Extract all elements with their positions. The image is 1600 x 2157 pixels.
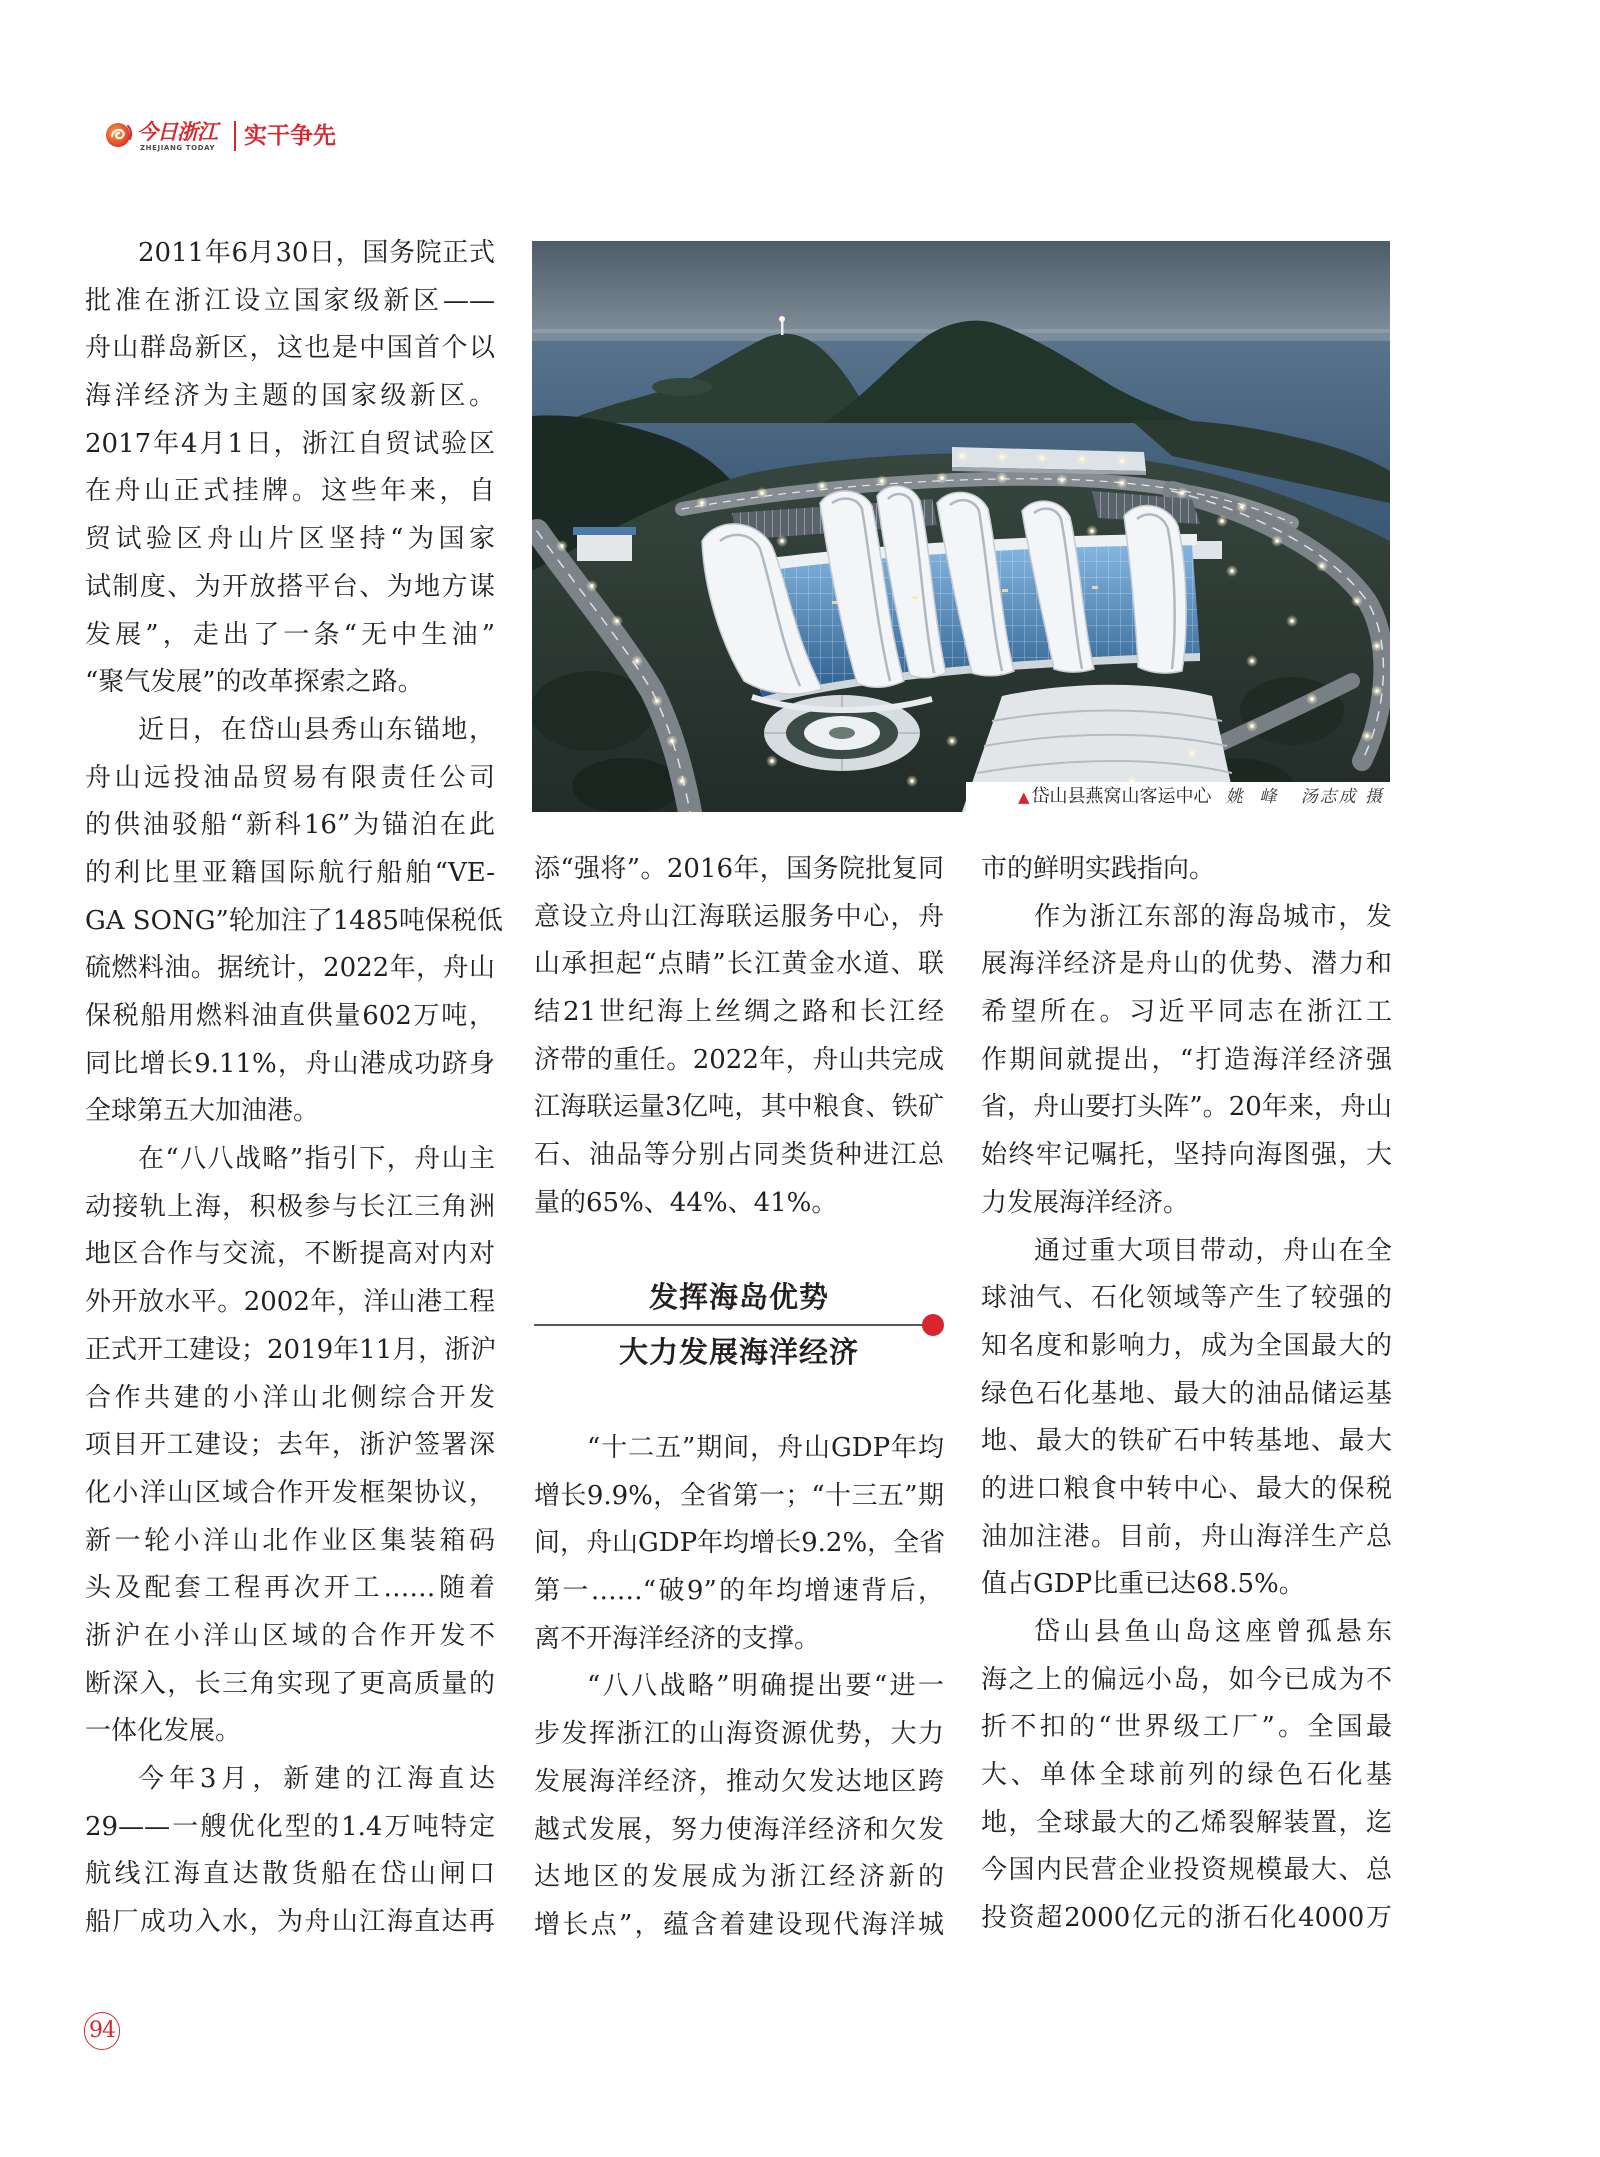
text-line: 保税船用燃料油直供量602万吨， — [85, 1001, 495, 1031]
paragraph — [981, 1228, 1392, 1610]
sun-swirl-logo-icon — [104, 120, 134, 150]
section-heading-line-2: 大力发展海洋经济 — [618, 1335, 859, 1369]
text-line: 试制度、为开放搭平台、为地方谋 — [85, 571, 495, 602]
text-line: 发展海洋经济，推动欠发达地区跨 — [534, 1766, 944, 1797]
text-line: 增长点”，蕴含着建设现代海洋城 — [534, 1909, 944, 1940]
text-line: 贸试验区舟山片区坚持“为国家 — [85, 524, 495, 555]
text-line: 大、单体全球前列的绿色石化基 — [981, 1760, 1392, 1791]
text-line: 结21世纪海上丝绸之路和长江经 — [534, 997, 944, 1028]
text-line: 第一……“破9”的年均增速背后， — [534, 1576, 944, 1607]
article-column-right — [981, 846, 1392, 1943]
text-line: 29——一艘优化型的1.4万吨特定 — [85, 1811, 495, 1842]
text-line: 绿色石化基地、最大的油品储运基 — [981, 1378, 1392, 1409]
paragraph — [981, 846, 1392, 894]
terminal-photo — [532, 241, 1390, 812]
text-line: 地区合作与交流，不断提高对内对 — [85, 1239, 495, 1270]
text-line: 近日，在岱山县秀山东锚地， — [138, 714, 495, 745]
text-line: 批准在浙江设立国家级新区—— — [85, 285, 495, 316]
text-line: 岱山县鱼山岛这座曾孤悬东 — [1034, 1617, 1392, 1647]
photo-credit: 姚 峰 汤志成 摄 — [1225, 787, 1384, 807]
text-line: 发展”，走出了一条“无中生油” — [85, 619, 495, 650]
text-line: 地，全球最大的乙烯裂解装置，迄 — [981, 1807, 1392, 1838]
text-line: 海之上的偏远小岛，如今已成为不 — [981, 1664, 1392, 1695]
text-line: 市的鲜明实践指向。 — [981, 854, 1216, 884]
text-line: 展海洋经济是舟山的优势、潜力和 — [981, 949, 1392, 980]
masthead-divider — [234, 121, 236, 151]
text-line: 的利比里亚籍国际航行船舶“VE- — [85, 857, 495, 888]
text-line: 在“八八战略”指引下，舟山主 — [138, 1144, 495, 1175]
caption-triangle-icon: ▲ — [1018, 788, 1030, 806]
text-line: 航线江海直达散货船在岱山闸口 — [85, 1859, 495, 1890]
text-line: “十二五”期间，舟山GDP年均 — [587, 1433, 944, 1463]
text-line: 今国内民营企业投资规模最大、总 — [981, 1855, 1392, 1886]
paragraph — [85, 1136, 495, 1756]
text-line: 作为浙江东部的海岛城市，发 — [1034, 901, 1392, 932]
text-line: 动接轨上海，积极参与长江三角洲 — [85, 1191, 495, 1222]
text-line: 增长9.9%，全省第一；“十三五”期 — [534, 1480, 944, 1511]
text-line: 2017年4月1日，浙江自贸试验区 — [85, 428, 495, 459]
text-line: 化小洋山区域合作开发框架协议， — [85, 1477, 495, 1508]
text-line: 合作共建的小洋山北侧综合开发 — [85, 1382, 495, 1413]
text-line: 油加注港。目前，舟山海洋生产总 — [981, 1521, 1392, 1552]
paragraph — [85, 707, 503, 1136]
paragraph — [981, 1609, 1392, 1943]
page-number: 94 — [84, 2012, 120, 2050]
text-line: 投资超2000亿元的浙石化4000万 — [981, 1903, 1392, 1934]
text-line: 新一轮小洋山北作业区集装箱码 — [85, 1525, 495, 1556]
caption-title: 岱山县燕窝山客运中心 — [1031, 786, 1212, 807]
text-line: 江海联运量3亿吨，其中粮食、铁矿 — [534, 1092, 944, 1123]
text-line: 作期间就提出，“打造海洋经济强 — [981, 1044, 1392, 1075]
text-line: 步发挥浙江的山海资源优势，大力 — [534, 1719, 944, 1750]
text-line: 球油气、石化领域等产生了较强的 — [981, 1283, 1392, 1314]
section-heading-rule — [534, 1324, 924, 1326]
text-line: 的进口粮食中转中心、最大的保税 — [981, 1473, 1392, 1504]
text-line: 船厂成功入水，为舟山江海直达再 — [85, 1907, 495, 1938]
text-line: 省，舟山要打头阵”。20年来，舟山 — [981, 1092, 1392, 1123]
brand-name-english: ZHEJIANG TODAY — [140, 144, 216, 152]
text-line: 头及配套工程再次开工……随着 — [85, 1573, 495, 1604]
text-line: 希望所在。习近平同志在浙江工 — [981, 997, 1392, 1028]
text-line: GA SONG”轮加注了1485吨保税低 — [85, 905, 503, 936]
paragraph — [981, 894, 1392, 1228]
text-line: 量的65%、44%、41%。 — [534, 1187, 838, 1218]
text-line: 浙沪在小洋山区域的合作开发不 — [85, 1620, 495, 1651]
text-line: 间，舟山GDP年均增长9.2%，全省 — [534, 1528, 946, 1559]
text-line: 同比增长9.11%，舟山港成功跻身 — [85, 1048, 495, 1079]
text-line: 断深入，长三角实现了更高质量的 — [85, 1668, 495, 1699]
text-line: 知名度和影响力，成为全国最大的 — [981, 1330, 1392, 1361]
text-line: 石、油品等分别占同类货种进江总 — [534, 1140, 944, 1171]
text-line: 项目开工建设；去年，浙沪签署深 — [85, 1430, 495, 1461]
paragraph — [85, 1756, 495, 1947]
text-line: 始终牢记嘱托，坚持向海图强，大 — [981, 1140, 1392, 1171]
text-line: 的供油驳船“新科16”为锚泊在此 — [85, 810, 495, 841]
masthead — [104, 116, 364, 156]
brand-name: 今日浙江 — [137, 119, 217, 144]
text-line: “聚气发展”的改革探索之路。 — [85, 667, 424, 698]
text-line: 通过重大项目带动，舟山在全 — [1034, 1235, 1392, 1266]
text-line: 舟山远投油品贸易有限责任公司 — [85, 762, 495, 793]
paragraph — [534, 1425, 944, 1663]
text-line: 山承担起“点睛”长江黄金水道、联 — [534, 949, 944, 980]
text-line: 一体化发展。 — [85, 1716, 242, 1747]
text-line: 正式开工建设；2019年11月，浙沪 — [85, 1334, 497, 1365]
text-line: 折不扣的“世界级工厂”。全国最 — [981, 1712, 1392, 1743]
text-line: 力发展海洋经济。 — [981, 1187, 1190, 1218]
article-column-left — [85, 230, 503, 1947]
paragraph — [534, 846, 944, 1228]
text-line: 达地区的发展成为浙江经济新的 — [534, 1862, 944, 1893]
text-line: 硫燃料油。据统计，2022年，舟山 — [85, 953, 495, 984]
text-line: 2011年6月30日，国务院正式 — [138, 238, 495, 268]
text-line: 全球第五大加油港。 — [85, 1096, 320, 1127]
text-line: 外开放水平。2002年，洋山港工程 — [85, 1287, 495, 1318]
photo-image — [532, 241, 1390, 812]
text-line: 今年3月，新建的江海直达 — [138, 1764, 495, 1794]
section-heading-line-1: 发挥海岛优势 — [648, 1280, 829, 1314]
text-line: 越式发展，努力使海洋经济和欠发 — [534, 1814, 944, 1845]
column-name: 实干争先 — [244, 123, 336, 149]
article-column-middle-top — [534, 846, 944, 1228]
paragraph — [534, 1663, 944, 1949]
paragraph — [85, 230, 495, 707]
text-line: 舟山群岛新区，这也是中国首个以 — [85, 333, 495, 364]
text-line: 离不开海洋经济的支撑。 — [534, 1623, 821, 1654]
text-line: 意设立舟山江海联运服务中心，舟 — [534, 901, 944, 932]
photo-caption — [966, 782, 1390, 812]
text-line: 地、最大的铁矿石中转基地、最大 — [981, 1426, 1392, 1457]
text-line: “八八战略”明确提出要“进一 — [587, 1671, 944, 1702]
text-line: 值占GDP比重已达68.5%。 — [981, 1569, 1305, 1600]
article-column-middle-bottom — [534, 1425, 944, 1950]
text-line: 在舟山正式挂牌。这些年来，自 — [85, 476, 495, 507]
text-line: 添“强将”。2016年，国务院批复同 — [534, 854, 944, 884]
text-line: 济带的重任。2022年，舟山共完成 — [534, 1044, 944, 1075]
text-line: 海洋经济为主题的国家级新区。 — [85, 381, 495, 412]
